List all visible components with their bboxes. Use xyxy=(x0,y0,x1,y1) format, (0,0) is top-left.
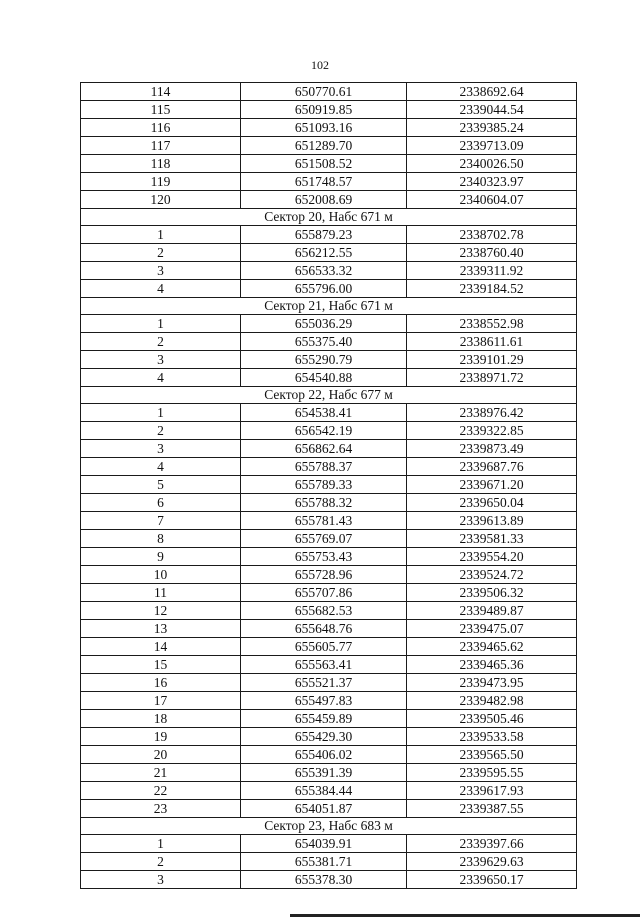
section-header-row xyxy=(81,818,577,835)
point-number-cell: 9 xyxy=(81,548,241,566)
y-coordinate-cell: 2339613.89 xyxy=(407,512,577,530)
x-coordinate-cell: 651093.16 xyxy=(241,119,407,137)
page-edge-line xyxy=(290,914,640,917)
point-number-cell: 1 xyxy=(81,226,241,244)
point-number-cell: 10 xyxy=(81,566,241,584)
table-row xyxy=(81,440,577,458)
y-coordinate-cell: 2339873.49 xyxy=(407,440,577,458)
point-number-cell: 4 xyxy=(81,369,241,387)
table-row xyxy=(81,602,577,620)
x-coordinate-cell: 655788.37 xyxy=(241,458,407,476)
point-number-cell: 22 xyxy=(81,782,241,800)
coordinates-table xyxy=(80,82,577,889)
point-number-cell: 5 xyxy=(81,476,241,494)
y-coordinate-cell: 2338760.40 xyxy=(407,244,577,262)
table-row xyxy=(81,101,577,119)
point-number-cell: 7 xyxy=(81,512,241,530)
table-row xyxy=(81,458,577,476)
point-number-cell: 117 xyxy=(81,137,241,155)
table-row xyxy=(81,764,577,782)
y-coordinate-cell: 2340604.07 xyxy=(407,191,577,209)
x-coordinate-cell: 655769.07 xyxy=(241,530,407,548)
coordinates-table-body xyxy=(81,83,577,889)
point-number-cell: 2 xyxy=(81,853,241,871)
point-number-cell: 14 xyxy=(81,638,241,656)
y-coordinate-cell: 2338611.61 xyxy=(407,333,577,351)
table-row xyxy=(81,333,577,351)
point-number-cell: 1 xyxy=(81,404,241,422)
y-coordinate-cell: 2339581.33 xyxy=(407,530,577,548)
y-coordinate-cell: 2339489.87 xyxy=(407,602,577,620)
point-number-cell: 2 xyxy=(81,244,241,262)
y-coordinate-cell: 2339397.66 xyxy=(407,835,577,853)
y-coordinate-cell: 2339617.93 xyxy=(407,782,577,800)
point-number-cell: 12 xyxy=(81,602,241,620)
table-row xyxy=(81,656,577,674)
y-coordinate-cell: 2339713.09 xyxy=(407,137,577,155)
section-header: Сектор 22, Набс 677 м xyxy=(81,387,577,404)
section-header-row xyxy=(81,209,577,226)
table-row xyxy=(81,782,577,800)
x-coordinate-cell: 654538.41 xyxy=(241,404,407,422)
y-coordinate-cell: 2338971.72 xyxy=(407,369,577,387)
x-coordinate-cell: 655406.02 xyxy=(241,746,407,764)
table-row xyxy=(81,871,577,889)
y-coordinate-cell: 2338702.78 xyxy=(407,226,577,244)
point-number-cell: 2 xyxy=(81,422,241,440)
table-row xyxy=(81,369,577,387)
table-row xyxy=(81,155,577,173)
point-number-cell: 115 xyxy=(81,101,241,119)
point-number-cell: 8 xyxy=(81,530,241,548)
y-coordinate-cell: 2339595.55 xyxy=(407,764,577,782)
table-row xyxy=(81,226,577,244)
table-row xyxy=(81,494,577,512)
point-number-cell: 119 xyxy=(81,173,241,191)
x-coordinate-cell: 655384.44 xyxy=(241,782,407,800)
point-number-cell: 21 xyxy=(81,764,241,782)
x-coordinate-cell: 655879.23 xyxy=(241,226,407,244)
x-coordinate-cell: 650770.61 xyxy=(241,83,407,101)
table-row xyxy=(81,692,577,710)
y-coordinate-cell: 2340323.97 xyxy=(407,173,577,191)
x-coordinate-cell: 655682.53 xyxy=(241,602,407,620)
point-number-cell: 3 xyxy=(81,351,241,369)
section-header: Сектор 21, Набс 671 м xyxy=(81,298,577,315)
point-number-cell: 3 xyxy=(81,262,241,280)
table-row xyxy=(81,137,577,155)
x-coordinate-cell: 655378.30 xyxy=(241,871,407,889)
point-number-cell: 13 xyxy=(81,620,241,638)
point-number-cell: 120 xyxy=(81,191,241,209)
point-number-cell: 3 xyxy=(81,871,241,889)
y-coordinate-cell: 2339322.85 xyxy=(407,422,577,440)
table-row xyxy=(81,476,577,494)
y-coordinate-cell: 2339387.55 xyxy=(407,800,577,818)
x-coordinate-cell: 655789.33 xyxy=(241,476,407,494)
y-coordinate-cell: 2339475.07 xyxy=(407,620,577,638)
x-coordinate-cell: 655728.96 xyxy=(241,566,407,584)
point-number-cell: 6 xyxy=(81,494,241,512)
table-row xyxy=(81,351,577,369)
table-row xyxy=(81,191,577,209)
x-coordinate-cell: 656533.32 xyxy=(241,262,407,280)
x-coordinate-cell: 655788.32 xyxy=(241,494,407,512)
point-number-cell: 118 xyxy=(81,155,241,173)
y-coordinate-cell: 2339184.52 xyxy=(407,280,577,298)
table-row xyxy=(81,119,577,137)
table-row xyxy=(81,853,577,871)
table-row xyxy=(81,315,577,333)
x-coordinate-cell: 654051.87 xyxy=(241,800,407,818)
table-row xyxy=(81,512,577,530)
table-row xyxy=(81,800,577,818)
x-coordinate-cell: 655563.41 xyxy=(241,656,407,674)
x-coordinate-cell: 655521.37 xyxy=(241,674,407,692)
table-row xyxy=(81,620,577,638)
y-coordinate-cell: 2339465.36 xyxy=(407,656,577,674)
y-coordinate-cell: 2338976.42 xyxy=(407,404,577,422)
table-row xyxy=(81,244,577,262)
table-row xyxy=(81,262,577,280)
x-coordinate-cell: 655707.86 xyxy=(241,584,407,602)
x-coordinate-cell: 655429.30 xyxy=(241,728,407,746)
point-number-cell: 11 xyxy=(81,584,241,602)
point-number-cell: 1 xyxy=(81,315,241,333)
point-number-cell: 1 xyxy=(81,835,241,853)
point-number-cell: 2 xyxy=(81,333,241,351)
x-coordinate-cell: 655391.39 xyxy=(241,764,407,782)
x-coordinate-cell: 655459.89 xyxy=(241,710,407,728)
y-coordinate-cell: 2339565.50 xyxy=(407,746,577,764)
table-row xyxy=(81,280,577,298)
point-number-cell: 4 xyxy=(81,280,241,298)
x-coordinate-cell: 655375.40 xyxy=(241,333,407,351)
point-number-cell: 16 xyxy=(81,674,241,692)
table-row xyxy=(81,710,577,728)
x-coordinate-cell: 654039.91 xyxy=(241,835,407,853)
y-coordinate-cell: 2340026.50 xyxy=(407,155,577,173)
y-coordinate-cell: 2339044.54 xyxy=(407,101,577,119)
y-coordinate-cell: 2338552.98 xyxy=(407,315,577,333)
section-header-row xyxy=(81,298,577,315)
x-coordinate-cell: 656862.64 xyxy=(241,440,407,458)
x-coordinate-cell: 655497.83 xyxy=(241,692,407,710)
y-coordinate-cell: 2339506.32 xyxy=(407,584,577,602)
y-coordinate-cell: 2339101.29 xyxy=(407,351,577,369)
x-coordinate-cell: 655381.71 xyxy=(241,853,407,871)
y-coordinate-cell: 2339465.62 xyxy=(407,638,577,656)
x-coordinate-cell: 652008.69 xyxy=(241,191,407,209)
x-coordinate-cell: 650919.85 xyxy=(241,101,407,119)
page-number: 102 xyxy=(311,58,329,72)
x-coordinate-cell: 655753.43 xyxy=(241,548,407,566)
y-coordinate-cell: 2339629.63 xyxy=(407,853,577,871)
y-coordinate-cell: 2339482.98 xyxy=(407,692,577,710)
x-coordinate-cell: 655290.79 xyxy=(241,351,407,369)
x-coordinate-cell: 655605.77 xyxy=(241,638,407,656)
y-coordinate-cell: 2339524.72 xyxy=(407,566,577,584)
table-row xyxy=(81,566,577,584)
y-coordinate-cell: 2339671.20 xyxy=(407,476,577,494)
x-coordinate-cell: 655781.43 xyxy=(241,512,407,530)
point-number-cell: 18 xyxy=(81,710,241,728)
x-coordinate-cell: 655036.29 xyxy=(241,315,407,333)
table-row xyxy=(81,404,577,422)
point-number-cell: 116 xyxy=(81,119,241,137)
x-coordinate-cell: 655796.00 xyxy=(241,280,407,298)
point-number-cell: 19 xyxy=(81,728,241,746)
x-coordinate-cell: 651748.57 xyxy=(241,173,407,191)
y-coordinate-cell: 2339385.24 xyxy=(407,119,577,137)
y-coordinate-cell: 2339554.20 xyxy=(407,548,577,566)
table-row xyxy=(81,173,577,191)
point-number-cell: 4 xyxy=(81,458,241,476)
table-row xyxy=(81,674,577,692)
y-coordinate-cell: 2339473.95 xyxy=(407,674,577,692)
table-row xyxy=(81,835,577,853)
section-header: Сектор 20, Набс 671 м xyxy=(81,209,577,226)
y-coordinate-cell: 2339650.17 xyxy=(407,871,577,889)
x-coordinate-cell: 656542.19 xyxy=(241,422,407,440)
table-row xyxy=(81,83,577,101)
section-header: Сектор 23, Набс 683 м xyxy=(81,818,577,835)
y-coordinate-cell: 2339687.76 xyxy=(407,458,577,476)
point-number-cell: 15 xyxy=(81,656,241,674)
point-number-cell: 17 xyxy=(81,692,241,710)
point-number-cell: 20 xyxy=(81,746,241,764)
y-coordinate-cell: 2339311.92 xyxy=(407,262,577,280)
y-coordinate-cell: 2339650.04 xyxy=(407,494,577,512)
point-number-cell: 3 xyxy=(81,440,241,458)
point-number-cell: 114 xyxy=(81,83,241,101)
table-row xyxy=(81,638,577,656)
table-row xyxy=(81,746,577,764)
x-coordinate-cell: 651289.70 xyxy=(241,137,407,155)
table-row xyxy=(81,530,577,548)
table-row xyxy=(81,584,577,602)
x-coordinate-cell: 656212.55 xyxy=(241,244,407,262)
section-header-row xyxy=(81,387,577,404)
x-coordinate-cell: 651508.52 xyxy=(241,155,407,173)
x-coordinate-cell: 655648.76 xyxy=(241,620,407,638)
x-coordinate-cell: 654540.88 xyxy=(241,369,407,387)
y-coordinate-cell: 2338692.64 xyxy=(407,83,577,101)
point-number-cell: 23 xyxy=(81,800,241,818)
table-row xyxy=(81,422,577,440)
y-coordinate-cell: 2339505.46 xyxy=(407,710,577,728)
table-row xyxy=(81,548,577,566)
table-row xyxy=(81,728,577,746)
y-coordinate-cell: 2339533.58 xyxy=(407,728,577,746)
